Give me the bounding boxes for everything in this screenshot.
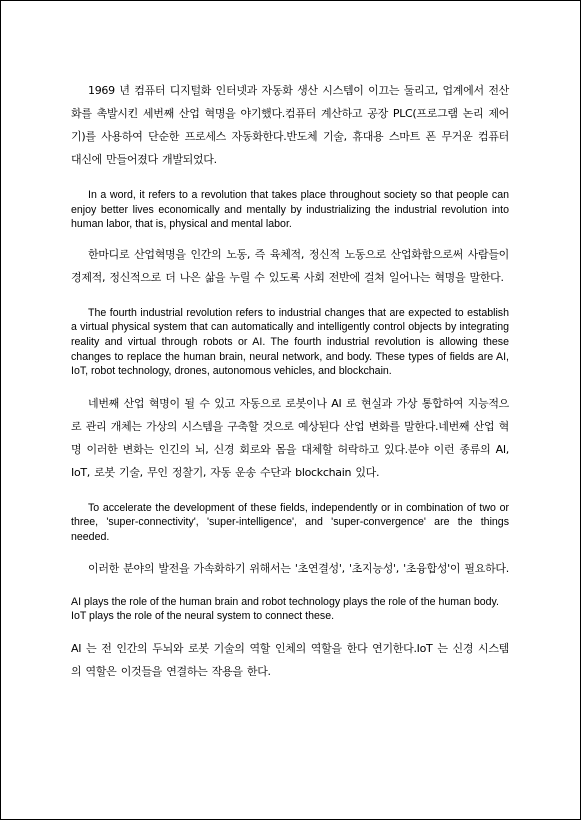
paragraph-english-fourth-revolution: The fourth industrial revolution refers to industrial changes that are expected to establish a virtual physical system that can automatically and intelligently control objects by integrating reality and virtual through robots or AI. The fourth industrial revolution is allowing these changes to replace the human brain, neural network, and body. These types of fields are AI, IoT, robot technology, drones, autonomous vehicles, and blockchain. [71,306,509,378]
paragraph-korean-revolution-definition: 한마디로 산업혁명을 인간의 노동, 즉 육체적, 정신적 노동으로 산업화함으로써 사람들이 경제적, 정신적으로 더 나은 삶을 누릴 수 있도록 사회 전반에 걸쳐 일어나는 혁명을 말한다. [71,247,509,284]
paragraph-english-revolution-definition: In a word, it refers to a revolution that takes place throughout society so that people can enjoy better lives economically and mentally by industrializing the industrial revolution into human labor, that is, physical and mental labor. [71,189,509,231]
document-body [71,79,509,683]
paragraph-english-accelerate-development: To accelerate the development of these fields, independently or in combination of two or three, 'super-connectivity', 'super-intelligence', and 'super-convergence' are the things needed. [71,501,509,543]
paragraph-korean-accelerate-development: 이러한 분야의 발전을 가속화하기 위해서는 '초연결성', '초지능성', '초융합성'이 필요하다. [88,561,509,575]
paragraph-korean-fourth-revolution: 네번째 산업 혁명이 될 수 있고 자동으로 로봇이나 AI 로 현실과 가상 통합하여 지능적으로 관리 개체는 가상의 시스템을 구축할 것으로 예상된다 산업 변화를 말한다.네번째 산업 혁명 이러한 변화는 인긴의 뇌, 신경 회로와 몸을 대체할 허락하고 있다.분야 이런 종류의 AI, IoT, 로봇 기술, 무인 정찰기, 자동 운송 수단과 blockchain 있다. [71,396,509,479]
paragraph-korean-third-revolution: 1969 년 컴퓨터 디지털화 인터넷과 자동화 생산 시스템이 이끄는 둘리고, 업계에서 전산화를 촉발시킨 세번째 산업 혁명을 야기했다.컴퓨터 계산하고 공장 PLC(프로그램 논리 제어기)를 사용하여 단순한 프로세스 자동화한다.반도체 기술, 휴대용 스마트 폰 무거운 컴퓨터 대신에 만들어졌다 개발되었다. [71,84,509,166]
paragraph-korean-ai-iot-roles: AI 는 전 인간의 두뇌와 로봇 기술의 역할 인체의 역할을 한다 연기한다.IoT 는 신경 시스템의 역할은 이것들을 연결하는 작용을 한다. [71,641,509,678]
paragraph-english-ai-iot-roles: AI plays the role of the human brain and robot technology plays the role of the human body. IoT plays the role of the neural system to connect these. [71,595,499,623]
